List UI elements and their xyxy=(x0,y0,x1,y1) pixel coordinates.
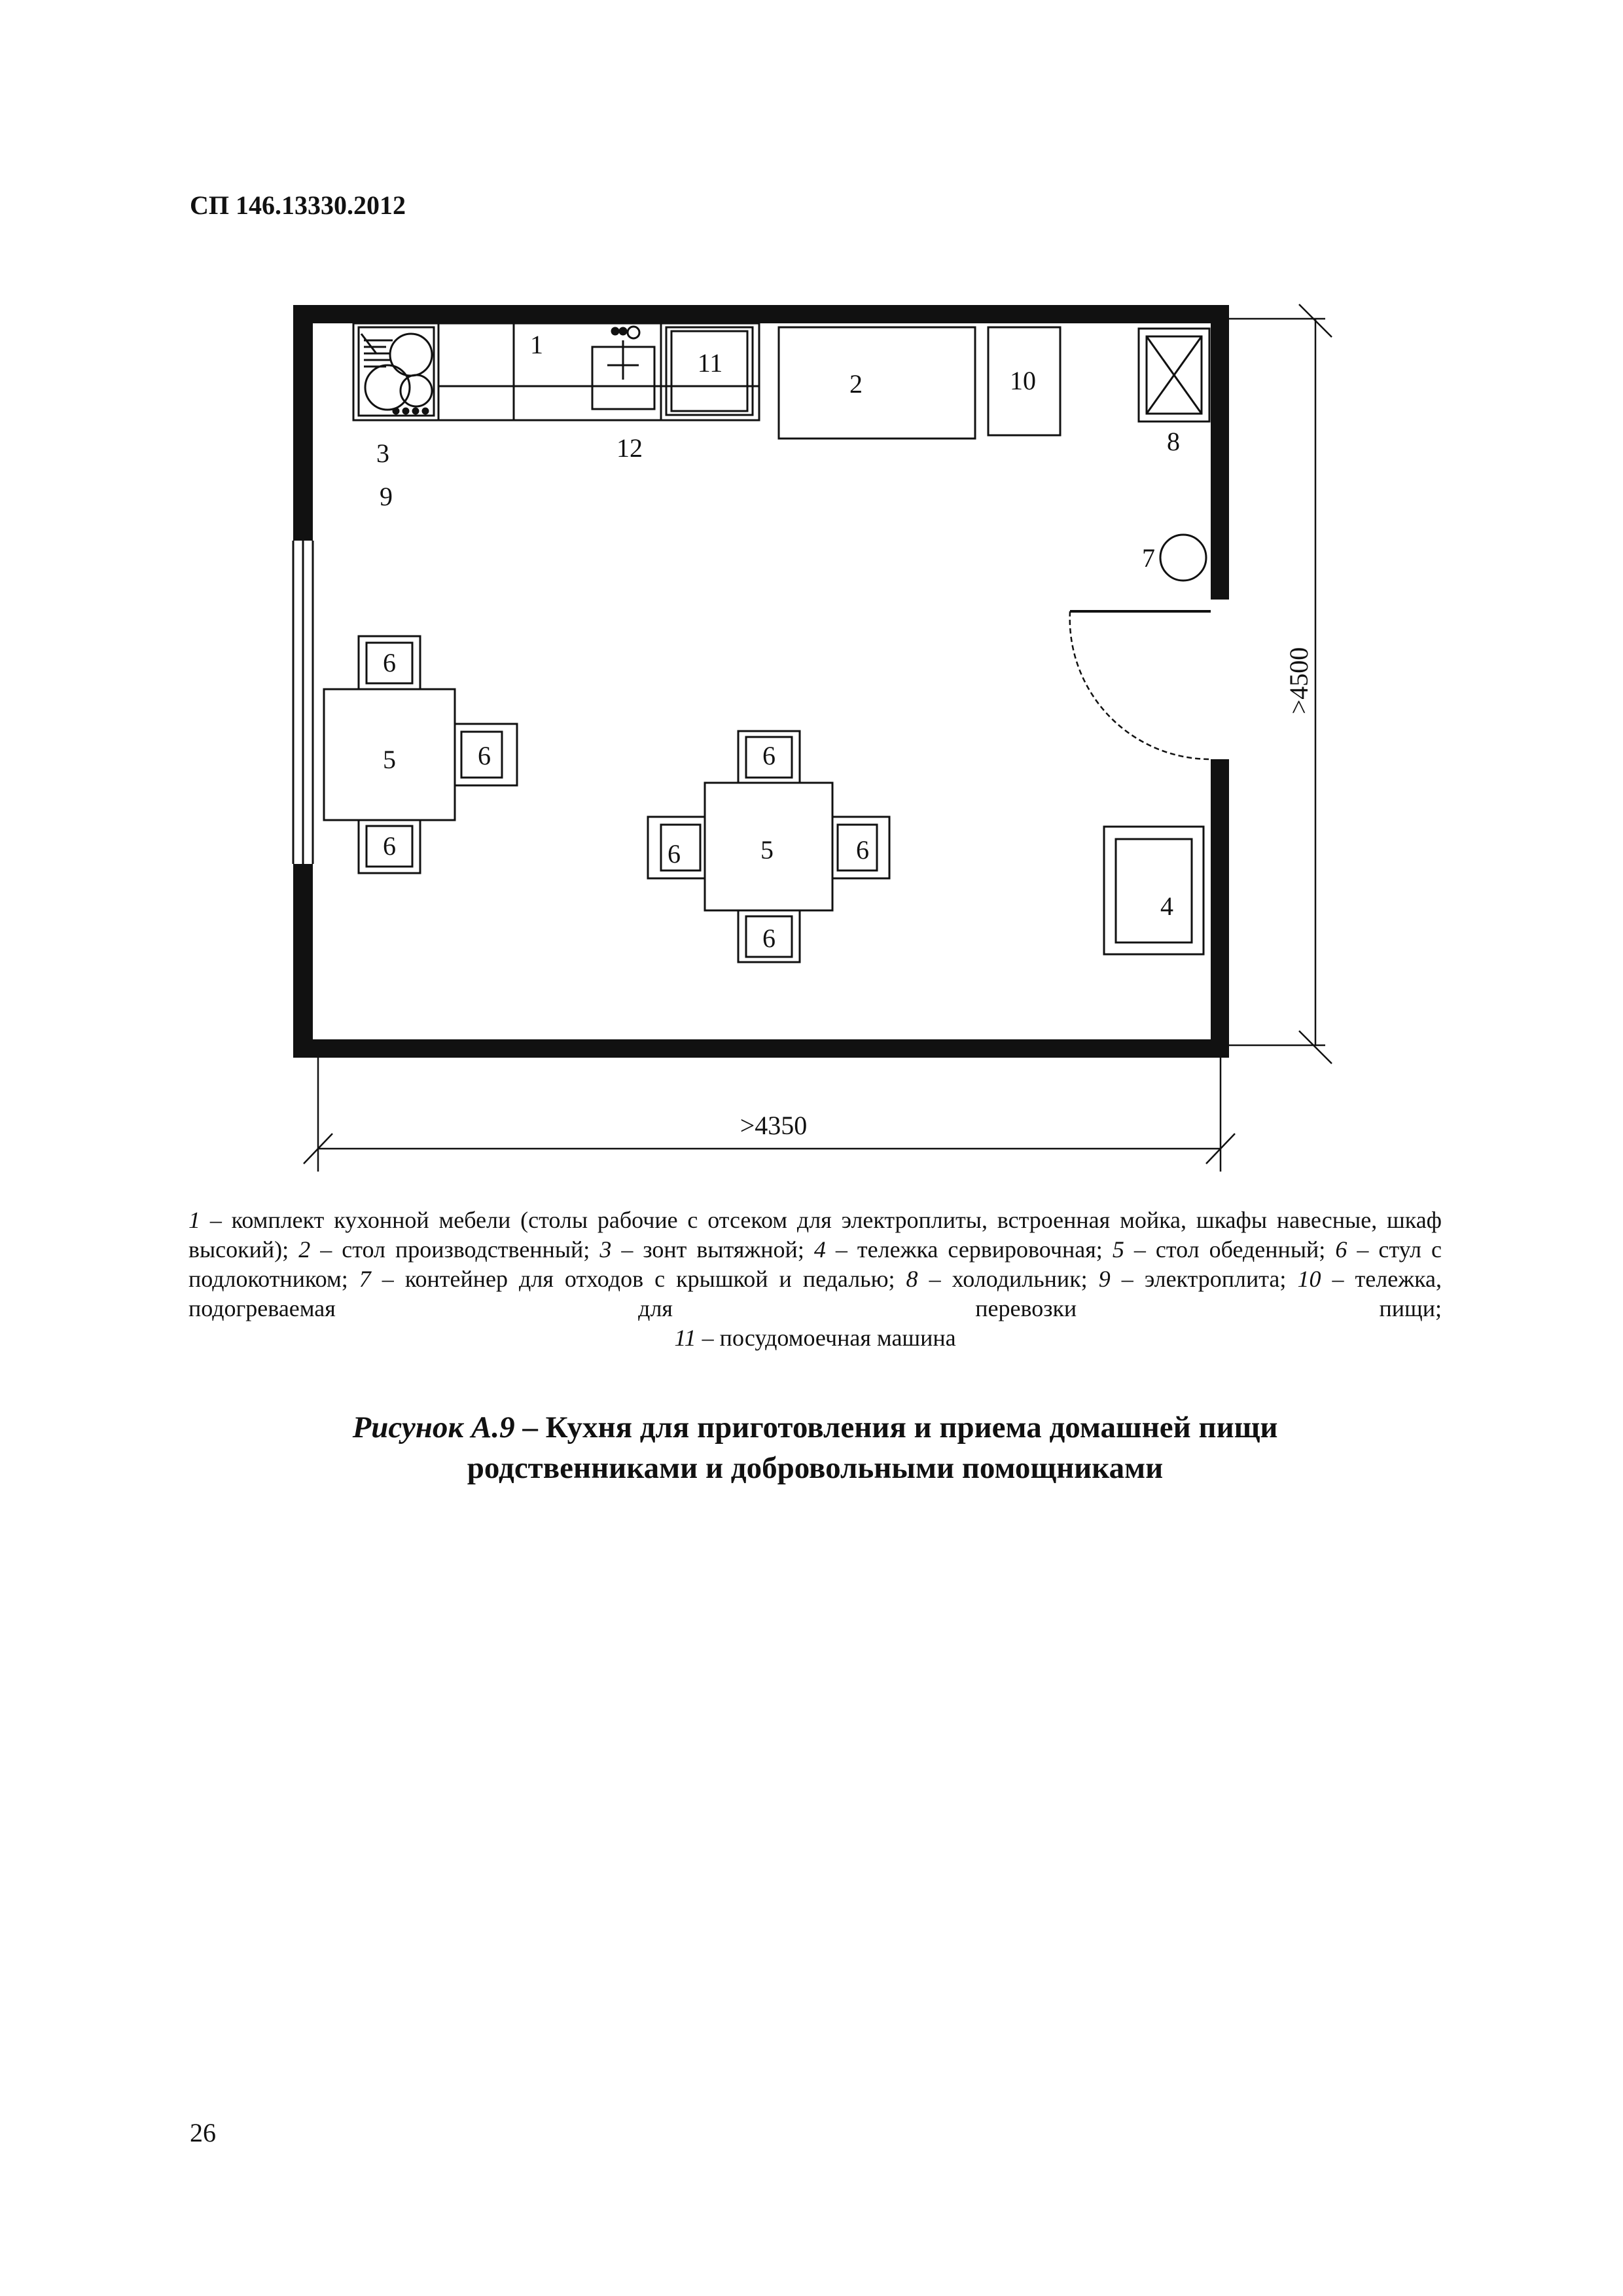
walls xyxy=(293,305,1229,1058)
label-furniture-set: 1 xyxy=(530,330,543,359)
wall-top xyxy=(293,305,1229,323)
legend-item: 1 – комплект кухонной мебели (столы рабочие с отсеком для электроплиты, встроенная мойка, шкафы навесные, шкаф высокий); xyxy=(188,1207,1442,1263)
caption-prefix: Рисунок А.9 xyxy=(352,1410,515,1444)
legend-item: 10 – тележка, подогреваемая для перевозки пищи; xyxy=(188,1266,1442,1321)
legend-item: 3 – зонт вытяжной; xyxy=(599,1236,814,1263)
legend-items xyxy=(188,1206,1442,1323)
wall-left-upper xyxy=(293,305,313,541)
label-dishwasher: 11 xyxy=(697,348,723,378)
label-dining-table: 5 xyxy=(760,835,774,865)
figure-caption xyxy=(188,1407,1442,1488)
label-stove: 9 xyxy=(380,482,393,511)
label-chair: 6 xyxy=(762,741,776,770)
door xyxy=(1070,611,1211,759)
label-chair: 6 xyxy=(856,835,869,865)
sink xyxy=(592,327,654,409)
electric-stove xyxy=(359,327,434,416)
window xyxy=(293,541,313,864)
label-waste-container: 7 xyxy=(1142,543,1155,573)
refrigerator xyxy=(1139,329,1209,422)
wall-right-lower xyxy=(1211,759,1229,1058)
legend-item: 9 – электроплита; xyxy=(1098,1266,1298,1292)
label-refrigerator: 8 xyxy=(1167,427,1180,456)
serving-cart xyxy=(1104,827,1204,954)
label-chair: 6 xyxy=(668,839,681,869)
waste-container xyxy=(1160,535,1206,581)
dimension-width: >4350 xyxy=(740,1111,808,1140)
wall-left-lower xyxy=(293,864,313,1058)
legend-item: 8 – холодильник; xyxy=(906,1266,1099,1292)
label-chair: 6 xyxy=(478,741,491,770)
legend-item: 4 – тележка сервировочная; xyxy=(813,1236,1113,1263)
label-chair: 6 xyxy=(383,648,396,677)
label-serving-cart: 4 xyxy=(1160,891,1173,921)
legend-item-last: 11 – посудомоечная машина xyxy=(674,1325,956,1351)
legend-item: 5 – стол обеденный; xyxy=(1112,1236,1336,1263)
wall-right-upper xyxy=(1211,305,1229,600)
legend-item: 7 – контейнер для отходов с крышкой и педалью; xyxy=(359,1266,906,1292)
label-dining-table: 5 xyxy=(383,745,396,774)
legend-item: 2 – стол производственный; xyxy=(298,1236,600,1263)
caption-line-1: Рисунок А.9 – Кухня для приготовления и приема домашней пищи xyxy=(352,1410,1278,1444)
caption-line-2: родственниками и добровольными помощниками xyxy=(467,1451,1164,1485)
label-production-table: 2 xyxy=(849,369,863,399)
label-heated-cart: 10 xyxy=(1010,366,1036,395)
wall-bottom xyxy=(293,1039,1229,1058)
label-chair: 6 xyxy=(383,831,396,861)
document-code: СП 146.13330.2012 xyxy=(190,190,406,220)
production-table xyxy=(779,327,975,439)
page-number: 26 xyxy=(190,2118,216,2147)
legend-item: 6 – стул с подлокотником; xyxy=(188,1236,1442,1292)
figure-legend xyxy=(188,1206,1442,1353)
label-12: 12 xyxy=(616,433,643,463)
dimension-depth: >4500 xyxy=(1284,647,1313,715)
label-chair: 6 xyxy=(762,924,776,953)
label-hood: 3 xyxy=(376,439,389,468)
